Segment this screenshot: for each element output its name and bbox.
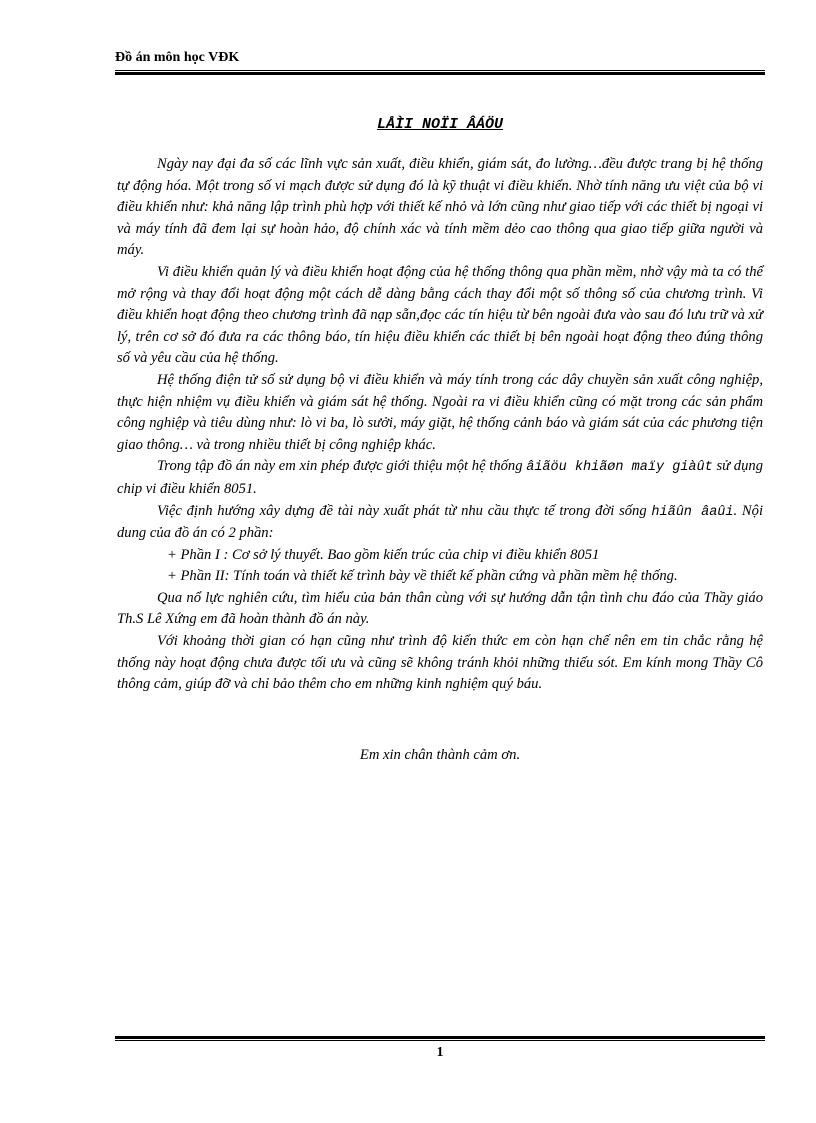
paragraph-text: sử dụng chip vi điều khiển 8051. bbox=[117, 458, 763, 497]
header-rule-thick bbox=[115, 72, 765, 75]
list-item: + Phần II: Tính toán và thiết kế trình bày về thiết kế phần cứng và phần mềm hệ thống. bbox=[167, 568, 678, 585]
page-title: LÅÌI NOÏI ÂÁÖU bbox=[376, 116, 504, 133]
list-item: + Phần I : Cơ sở lý thuyết. Bao gồm kiến trúc của chip vi điều khiển 8051 bbox=[167, 546, 600, 563]
body-text bbox=[117, 154, 763, 696]
header-rule-thin bbox=[115, 70, 765, 71]
paragraph: Qua nổ lực nghiên cứu, tìm hiểu của bản thân cùng với sự hướng dẫn tận tình chu đáo của Thầy giáo Th.S Lê Xứng em đã hoàn thành đồ án này. bbox=[117, 589, 763, 628]
footer-rule-thin bbox=[115, 1040, 765, 1041]
paragraph-text: . Nội dung của đồ án có 2 phần: bbox=[117, 502, 763, 542]
closing-line: Em xin chân thành cảm ơn. bbox=[359, 747, 521, 763]
footer-rule-thick bbox=[115, 1036, 765, 1039]
running-header: Đồ án môn học VĐK bbox=[115, 50, 240, 65]
paragraph-text: Trong tập đồ án này em xin phép được giới thiệu một hệ thống bbox=[157, 458, 527, 475]
paragraph: Với khoảng thời gian có hạn cũng như trình độ kiến thức em còn hạn chế nên em tin chắc rằng hệ thống này hoạt động chưa được tối ưu và cũng sẽ không tránh khỏi những thiếu sót. Em kính mong Thầy Cô thông cảm, giúp đỡ và chỉ bảo thêm cho em những kinh nghiệm quý báu. bbox=[117, 633, 763, 693]
paragraph bbox=[117, 456, 763, 500]
page-number: 1 bbox=[436, 1045, 444, 1060]
paragraph-text: Việc định hướng xây dựng đề tài này xuất phát từ nhu cầu thực tế trong đời sống bbox=[157, 502, 652, 519]
paragraph: Hệ thống điện tử số sử dụng bộ vi điều khiển và máy tính trong các dây chuyền sản xuất công nghiệp, thực hiện nhiệm vụ điều khiển và giám sát hệ thống. Ngoài ra vi điều khiển cũng có mặt trong các sản phẩm công nghiệp và tiêu dùng như: lò vi ba, lò sưởi, máy giặt, hệ thống cảnh báo và giám sát của các phương tiện giao thông… và trong nhiều thiết bị công nghiệp khác. bbox=[117, 371, 763, 453]
paragraph-mono-text: âiãöu khiãøn maïy giàût bbox=[526, 460, 713, 476]
paragraph: Vi điều khiển quản lý và điều khiển hoạt động của hệ thống thông qua phần mềm, nhờ vậy mà ta có thể mở rộng và thay đổi hoạt động một cách dễ dàng bằng cách thay đổi một số thông số của chương trình. Vi điều khiển hoạt động theo chương trình đã nạp sẵn,đọc các tín hiệu từ bên ngoài đưa vào sau đó lưu trữ và xử lý, trên cơ sở đó đưa ra các thông báo, tín hiệu điều khiển các thiết bị bên ngoài hoạt động theo đúng thông số và yêu cầu của hệ thống. bbox=[117, 263, 763, 367]
paragraph: Ngày nay đại đa số các lĩnh vực sản xuất, điều khiển, giám sát, đo lường…đều được trang bị hệ thống tự động hóa. Một trong số vi mạch được sử dụng đó là kỹ thuật vi điều khiển. Nhờ tính năng ưu việt của bộ vi điều khiển như: khả năng lập trình phù hợp với thiết kế nhỏ và lớn cũng như giao tiếp với các thiết bị ngoại vi và máy tính đã đem lại sự hoàn hảo, độ chính xác và tính mềm dẻo cao thông qua giao tiếp giữa người và máy. bbox=[117, 156, 763, 259]
paragraph-mono-text: hiãûn âaûi bbox=[651, 504, 734, 520]
paragraph bbox=[117, 501, 763, 545]
